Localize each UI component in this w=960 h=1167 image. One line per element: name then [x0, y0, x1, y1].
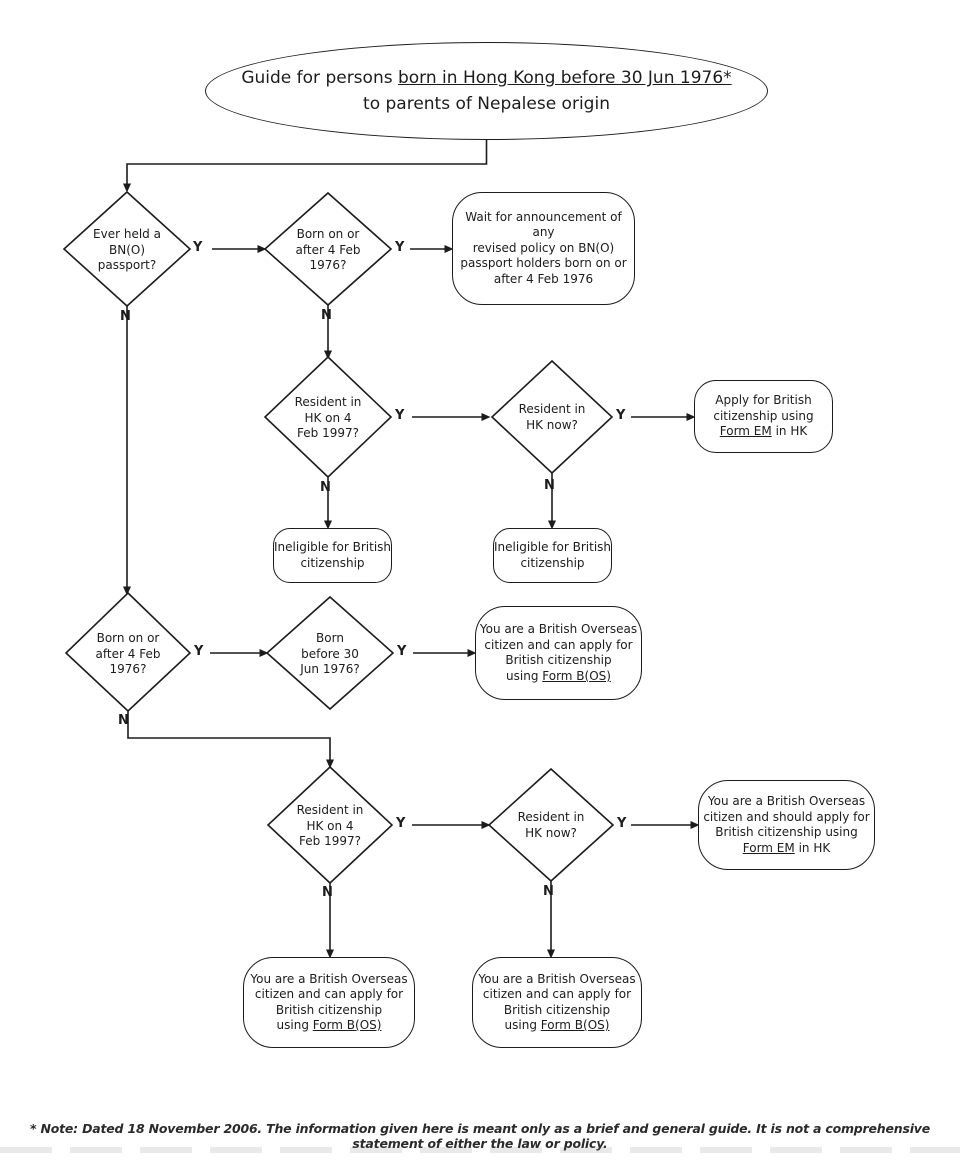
- text-line: Resident in: [294, 395, 362, 409]
- terminal-text-lines: [478, 972, 635, 1019]
- form-reference-line: [250, 1018, 407, 1034]
- text-line: HK now?: [526, 417, 578, 432]
- terminal-bos-can-apply-mid: [475, 606, 642, 700]
- form-em-link: Form EM: [742, 840, 795, 855]
- decision-resident-97-a-label: [263, 395, 393, 442]
- text-line: citizenship using: [713, 408, 814, 423]
- title-line1-pre: Guide for persons: [241, 68, 398, 88]
- terminal-text: [478, 972, 635, 1034]
- scan-artifact-bar: [0, 1147, 960, 1153]
- text-line: Jun 1976?: [300, 662, 360, 676]
- form-reference-line: [713, 424, 813, 440]
- text-line: citizenship: [520, 555, 585, 570]
- title-line1-underline: born in Hong Kong before 30 Jun 1976*: [397, 68, 732, 88]
- branch-label-yes: Y: [395, 240, 405, 255]
- text-line: Born on or: [296, 227, 360, 241]
- text-line: Feb 1997?: [297, 426, 359, 440]
- terminal-text: [713, 393, 813, 440]
- text-line: BN(O): [108, 242, 146, 257]
- text-line: Resident in: [517, 810, 585, 824]
- text-line: HK on 4: [306, 818, 354, 833]
- terminal-text: [494, 540, 611, 571]
- footnote: * Note: Dated 18 November 2006. The information given here is meant only as a brief and general guide. It is not a comprehensive statement of either the law or policy.: [29, 1121, 931, 1151]
- text-line: British citizenship: [503, 1002, 611, 1017]
- connector-bornafter-b-no: [128, 711, 330, 760]
- text-line: citizen and can apply for: [484, 637, 633, 652]
- branch-label-yes: Y: [396, 816, 406, 831]
- form-reference-line: [703, 841, 869, 857]
- start-terminator: [205, 42, 768, 140]
- decision-born-after-feb76-a-label: [263, 227, 393, 274]
- text-line: 1976?: [309, 258, 347, 272]
- form-reference-line: [478, 1018, 635, 1034]
- terminal-apply-form-em: [694, 380, 833, 453]
- form-bos-link: Form B(OS): [542, 668, 611, 683]
- terminal-text: [703, 794, 869, 856]
- text-line: Apply for British: [715, 393, 812, 408]
- text-line: Ineligible for British: [274, 540, 392, 554]
- text-line: British citizenship using: [715, 825, 858, 839]
- terminal-text: [480, 622, 637, 684]
- terminal-text-lines: [250, 972, 407, 1019]
- terminal-text: [274, 540, 391, 571]
- decision-born-after-feb76-b-label: [63, 631, 193, 678]
- branch-label-no: N: [120, 309, 131, 324]
- terminal-bos-should-apply-em: [698, 780, 875, 870]
- form-reference-pre: using: [276, 1018, 313, 1032]
- terminal-text: [453, 210, 634, 288]
- text-line: Born on or: [96, 631, 160, 645]
- text-line: Born: [316, 631, 344, 645]
- text-line: Resident in: [296, 803, 364, 817]
- branch-label-yes: Y: [617, 816, 627, 831]
- text-line: Resident in: [518, 402, 586, 416]
- text-line: British citizenship: [505, 653, 612, 667]
- terminal-bos-can-apply-bottom-left: [243, 957, 415, 1048]
- branch-label-no: N: [543, 884, 554, 899]
- text-line: Ever held a: [93, 227, 161, 241]
- branch-label-no: N: [544, 478, 555, 493]
- decision-ever-held-bno-label: [62, 227, 192, 274]
- terminal-text: [250, 972, 407, 1034]
- branch-label-yes: Y: [194, 644, 204, 659]
- title-line1: [241, 65, 731, 91]
- form-reference-line: [480, 669, 637, 685]
- terminal-wait-announcement: [452, 192, 635, 305]
- decision-born-before-jun76-label: [265, 631, 395, 678]
- terminal-text-lines: [480, 622, 637, 669]
- text-line: HK on 4: [304, 410, 352, 425]
- text-line: Ineligible for British: [494, 540, 612, 554]
- form-bos-link: Form B(OS): [540, 1018, 610, 1032]
- text-line: Feb 1997?: [299, 834, 361, 848]
- terminal-text-lines: [713, 393, 813, 424]
- text-line: after 4 Feb: [295, 242, 361, 257]
- branch-label-yes: Y: [193, 240, 203, 255]
- terminal-ineligible-b: [493, 528, 612, 583]
- title-line2: to parents of Nepalese origin: [363, 94, 610, 114]
- text-line: You are a British Overseas: [250, 971, 408, 986]
- text-line: You are a British Overseas: [478, 971, 636, 986]
- text-line: after 4 Feb: [95, 646, 161, 661]
- branch-label-no: N: [322, 885, 333, 900]
- text-line: before 30: [301, 646, 359, 661]
- decision-resident-now-a-label: [487, 402, 617, 433]
- text-line: citizen and should apply for: [703, 809, 870, 824]
- text-line: passport?: [97, 258, 157, 272]
- terminal-ineligible-a: [273, 528, 392, 583]
- text-line: citizen and can apply for: [254, 987, 404, 1001]
- text-line: You are a British Overseas: [707, 794, 866, 808]
- branch-label-no: N: [321, 308, 332, 323]
- text-line: British citizenship: [275, 1002, 383, 1017]
- branch-label-no: N: [320, 480, 331, 495]
- form-bos-link: Form B(OS): [312, 1018, 382, 1032]
- text-line: revised policy on BN(O): [472, 240, 615, 255]
- terminal-text-lines: [703, 794, 869, 841]
- text-line: 1976?: [109, 662, 147, 676]
- form-reference-pre: using: [506, 668, 543, 683]
- text-line: Wait for announcement of any: [465, 209, 622, 240]
- form-em-link: Form EM: [719, 424, 772, 439]
- form-reference-pre: using: [504, 1018, 541, 1032]
- form-reference-post: in HK: [794, 840, 831, 855]
- text-line: citizen and can apply for: [482, 987, 632, 1001]
- decision-resident-97-b-label: [265, 803, 395, 850]
- form-reference-post: in HK: [771, 424, 808, 439]
- text-line: citizenship: [300, 555, 365, 570]
- terminal-bos-can-apply-bottom-right: [472, 957, 642, 1048]
- text-line: passport holders born on or: [460, 256, 627, 271]
- text-line: You are a British Overseas: [479, 622, 638, 636]
- branch-label-yes: Y: [616, 408, 626, 423]
- text-line: HK now?: [525, 825, 577, 840]
- connector-start-to-bno: [127, 140, 487, 184]
- branch-label-yes: Y: [395, 408, 405, 423]
- text-line: after 4 Feb 1976: [493, 271, 594, 286]
- branch-label-yes: Y: [397, 644, 407, 659]
- decision-resident-now-b-label: [486, 810, 616, 841]
- branch-label-no: N: [118, 713, 129, 728]
